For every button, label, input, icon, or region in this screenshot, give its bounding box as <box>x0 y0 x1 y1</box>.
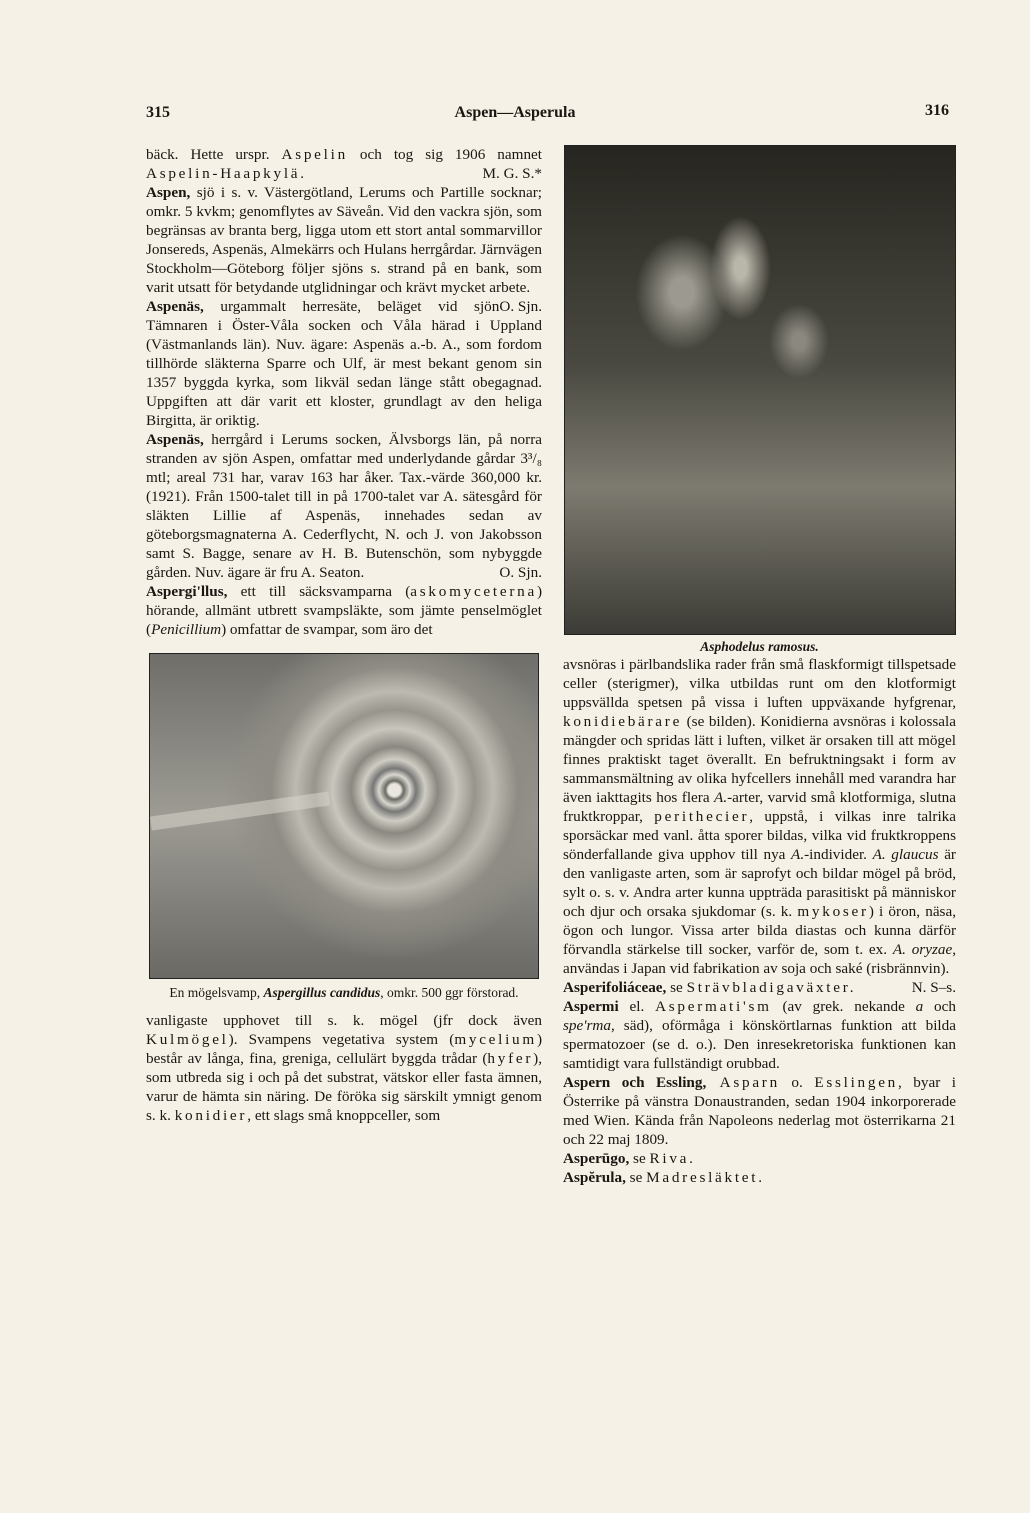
right-column <box>563 145 956 1187</box>
page-number-left: 315 <box>146 104 170 121</box>
page-number-right: 316 <box>925 102 949 119</box>
asphodelus-photo <box>564 145 956 635</box>
entry-aspergillus: Aspergi'llus, ett till säcksvamparna (askomyceterna) hörande, allmänt utbrett svampsläkte, som jämte penselmöglet (Penicillium) omfattar de svampar, som äro det <box>146 583 542 638</box>
entry-asperugo: Asperūgo, se Riva. <box>563 1150 696 1167</box>
figure-caption-aspergillus: En mögelsvamp, Aspergillus candidus, omkr. 500 ggr förstorad. <box>169 985 519 1000</box>
entry-aspern: Aspern och Essling, Asparn o. Esslingen, byar i Österrike på vänstra Donaustranden, sedan 1904 inkorporerade med Wien. Kända från Napoleons nederlag mot österrikarna 21 och 22 maj 1809. <box>563 1074 956 1148</box>
entry-aspenas-uppland: Aspenäs, urgammalt herresäte, beläget vid sjön Tämnaren i Öster-Våla socken och Våla härad i Uppland (Västmanlands län). Nuv. ägare: Aspenäs a.-b. A., som fordom tillhörde släkterna Sparre och Ulf, är mest bekant genom sin 1357 byggda kyrka, som likväl sedan länge stått obegagnad. Uppgiften att där varit ett kloster, grundlagt av den heliga Birgitta, är oriktig. <box>146 298 542 429</box>
aspergillus-micrograph <box>149 653 539 979</box>
signature: O. Sjn. <box>499 564 542 581</box>
entry-aspen: Aspen, sjö i s. v. Västergötland, Lerums och Partille socknar; omkr. 5 kvkm; genomflytes av Säveån. Vid den vackra sjön, som begränsas av branta berg, ligga utom ett stort antal sommarvillor Jonsereds, Aspenäs, Almekärrs och Hulans herrgårdar. Järnvägen Stockholm—Göteborg följer sjöns s. strand på en bank, som varit utsatt för betydande utglidningar och krävt mycket arbete. O. Sjn. <box>146 184 542 315</box>
left-column <box>146 145 542 1125</box>
entry-asperifoliaceae: Asperifoliáceae, se Strävbladigaväxter. <box>563 979 857 996</box>
entry-aspergillus-continued: vanligaste upphovet till s. k. mögel (jfr dock även Kulmögel). Svampens vegetativa system (mycelium) består av långa, fina, greniga, cellulärt byggda trådar (hyfer), som utbreda sig i och på det substrat, vätskor eller fasta ämnen, varur de hämta sin näring. De föröka sig särskilt ymnigt genom s. k. konidier, ett slags små knoppceller, som <box>146 1012 542 1124</box>
page-title: Aspen—Asperula <box>454 104 576 121</box>
entry-aspergillus-right-continued: avsnöras i pärlbandslika rader från små flaskformigt tillspetsade celler (sterigmer), vilka utbildas runt om den klotformigt uppsvällda spetsen på vissa i luften uppväxande hyfgrenar, konidiebärare (se bilden). Konidierna avsnöras i kolossala mängder och spridas lätt i luften, vilket är orsaken till att mögel finnes praktiskt taget överallt. En befruktningsakt i form av sammansmältning av olika hyfcellers innehåll med varandra har även iakttagits hos flera A.-arter, varvid små klotformiga, slutna fruktkroppar, perithecier, uppstå, i vilkas inre talrika sporsäckar med vanl. åtta sporer bildas, vilka vid fruktkroppens sönderfallande giva upphov till nya A.-individer. A. glaucus är den vanligaste arten, som är saprofyt och bildar mögel på bröd, sylt o. s. v. Andra arter kunna uppträda parasitiskt på människor och djur och orsaka sjukdomar (s. k. mykoser) i öron, näsa, ögon och lungor. Vissa arter bilda diastas och kunna därför förvandla stärkelse till socker, varför de, som t. ex. A. oryzae, användas i Japan vid fabrikation av soja och saké (risbrännvin). N. S–s. <box>563 656 957 996</box>
entry-aspelin-continued: bäck. Hette urspr. Aspelin och tog sig 1906 namnet Aspelin-Haapkylä. M. G. S.* <box>146 146 542 182</box>
figure-caption-asphodelus: Asphodelus ramosus. <box>700 639 819 654</box>
entry-aspenas-lerum: Aspenäs, herrgård i Lerums socken, Älvsborgs län, på norra stranden av sjön Aspen, omfattar med underlydande gårdar 3³/₈ mtl; areal 731 har, varav 163 har åker. Tax.-värde 360,000 kr. (1921). Från 1500-talet till in på 1700-talet var A. sätesgård för släkten Lillie af Aspenäs, innehades sedan av göteborgsmagnaterna A. Cederflycht, N. och J. von Jakobsson samt S. Bagge, senare av H. B. Butenschön, som nybyggde gården. Nuv. ägare är fru A. Seaton. O. Sjn. <box>146 431 542 581</box>
entry-aspermi: Aspermi el. Aspermati'sm (av grek. nekande a och spe'rma, säd), oförmåga i könskörtlarnas funktion att bilda spermatozoer (se d. o.). Den inresekretoriska funktionen kan samtidigt vara fullständigt orubbad. <box>563 998 956 1072</box>
signature: N. S–s. <box>911 979 956 996</box>
signature: M. G. S.* <box>482 165 542 182</box>
signature: O. Sjn. <box>499 298 542 315</box>
entry-asperula: Aspĕrula, se Madresläktet. <box>563 1169 765 1186</box>
